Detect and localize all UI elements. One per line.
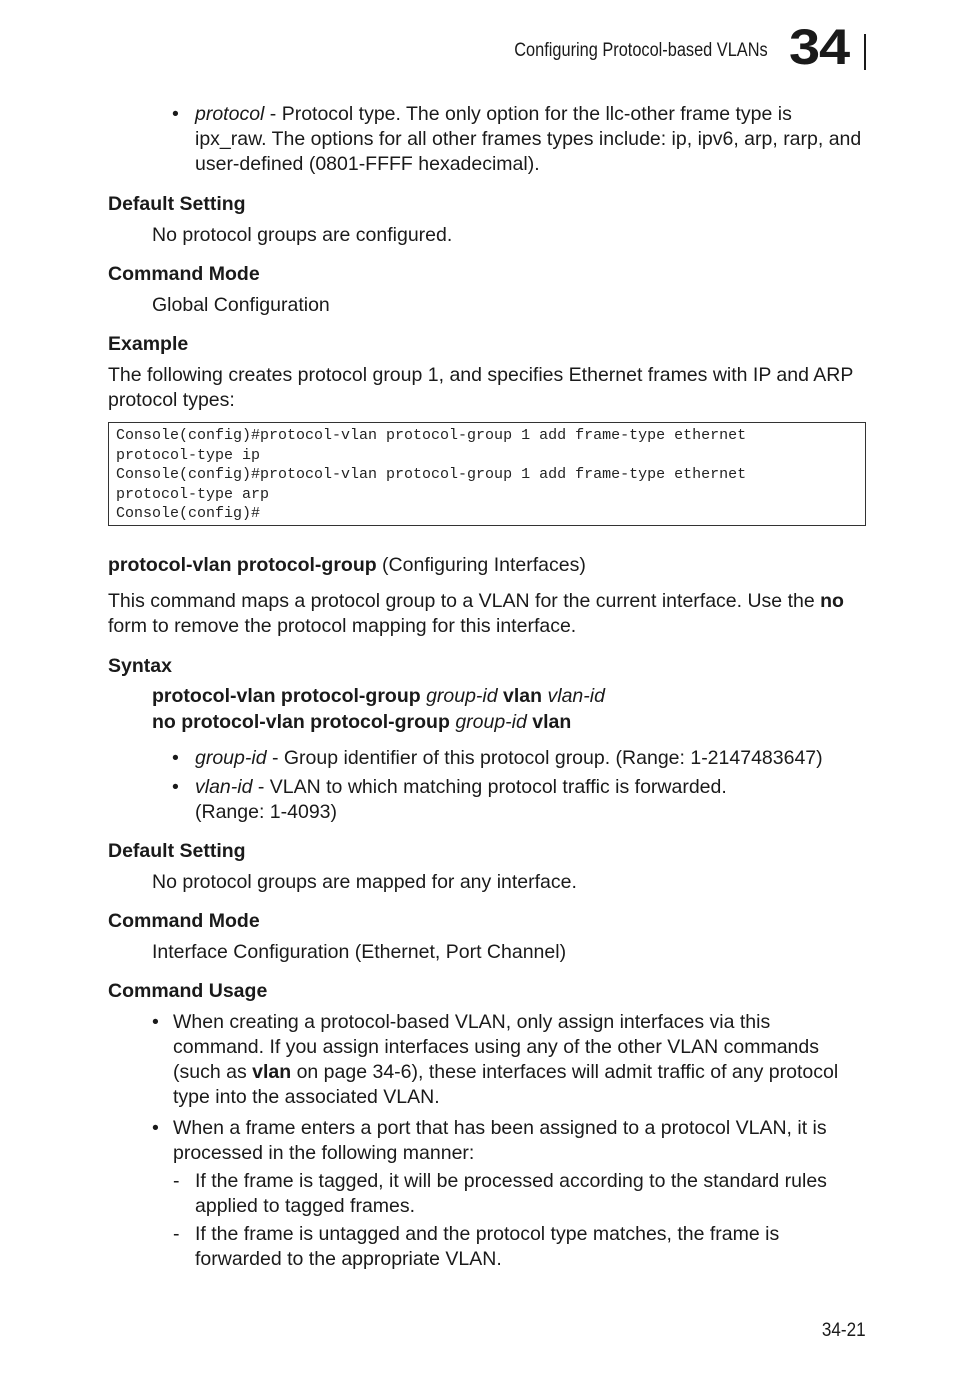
usage-item-1: When creating a protocol-based VLAN, only assign interfaces via this command. If you assign interfaces using any of the other VLAN commands (such as vlan on page 34-6), these interfaces will admit traffic of any protocol type into the associated VLAN. bbox=[173, 1011, 839, 1108]
code-line: Console(config)#protocol-vlan protocol-group 1 add frame-type ethernet bbox=[116, 427, 747, 444]
vlan-id-param: vlan-id - VLAN to which matching protocol traffic is forwarded. bbox=[195, 776, 727, 798]
command-title bbox=[108, 553, 586, 578]
group-id-param: group-id - Group identifier of this protocol group. (Range: 1-2147483647) bbox=[195, 747, 823, 769]
bullet-marker: • bbox=[172, 103, 179, 125]
vlan-command-ref: vlan bbox=[252, 1061, 292, 1083]
syntax-line-1: protocol-vlan protocol-group group-id vlan vlan-id bbox=[152, 685, 605, 707]
code-line: protocol-type arp bbox=[116, 485, 270, 503]
chapter-rule bbox=[864, 34, 866, 70]
code-line: protocol-type ip bbox=[116, 446, 261, 464]
bullet-marker: • bbox=[152, 1011, 159, 1033]
code-line: Console(config)#protocol-vlan protocol-group 1 add frame-type ethernet bbox=[116, 466, 747, 483]
vlan-id-range: (Range: 1-4093) bbox=[195, 801, 338, 823]
page-number: 34-21 bbox=[822, 1320, 866, 1341]
example-text: The following creates protocol group 1, and specifies Ethernet frames with IP and ARP protocol types: bbox=[108, 364, 854, 411]
command-mode-text-2: Interface Configuration (Ethernet, Port Channel) bbox=[152, 941, 567, 963]
param-desc: - Protocol type. The only option for the llc-other frame type is ipx_raw. The options for all other frames types include: ip, ipv6, arp, rarp, and user-defined (0801-FFFF hexadecimal). bbox=[195, 103, 862, 175]
usage-subitem-1: If the frame is tagged, it will be processed according to the standard rules applied to tagged frames. bbox=[195, 1170, 827, 1217]
bullet-marker: • bbox=[152, 1117, 159, 1139]
command-name: protocol-vlan protocol-group bbox=[108, 554, 377, 576]
example-heading: Example bbox=[108, 333, 189, 355]
default-setting-heading: Default Setting bbox=[108, 193, 246, 215]
default-setting-heading-2: Default Setting bbox=[108, 840, 246, 862]
protocol-param-item bbox=[195, 102, 865, 177]
usage-item-2: When a frame enters a port that has been assigned to a protocol VLAN, it is processed in the following manner: bbox=[173, 1117, 827, 1164]
bullet-marker: • bbox=[172, 776, 179, 798]
usage-subitem-2: If the frame is untagged and the protocol type matches, the frame is forwarded to the appropriate VLAN. bbox=[195, 1223, 780, 1270]
bullet-marker: • bbox=[172, 747, 179, 769]
command-mode-heading: Command Mode bbox=[108, 263, 260, 285]
dash-marker: - bbox=[173, 1170, 180, 1192]
syntax-line-2: no protocol-vlan protocol-group group-id vlan bbox=[152, 711, 572, 733]
chapter-number: 34 bbox=[789, 19, 850, 75]
command-description: This command maps a protocol group to a VLAN for the current interface. Use the no form to remove the protocol mapping for this interface. bbox=[108, 590, 844, 637]
code-example bbox=[108, 422, 866, 526]
code-line: Console(config)# bbox=[116, 505, 261, 522]
syntax-heading: Syntax bbox=[108, 655, 172, 677]
default-setting-text-2: No protocol groups are mapped for any interface. bbox=[152, 871, 577, 893]
command-usage-heading: Command Usage bbox=[108, 980, 268, 1002]
running-header-title: Configuring Protocol-based VLANs bbox=[514, 40, 768, 61]
command-qualifier: (Configuring Interfaces) bbox=[376, 554, 586, 576]
command-mode-text: Global Configuration bbox=[152, 294, 330, 316]
param-term: protocol bbox=[195, 103, 265, 125]
default-setting-text: No protocol groups are configured. bbox=[152, 224, 453, 246]
dash-marker: - bbox=[173, 1223, 180, 1245]
command-mode-heading-2: Command Mode bbox=[108, 910, 260, 932]
